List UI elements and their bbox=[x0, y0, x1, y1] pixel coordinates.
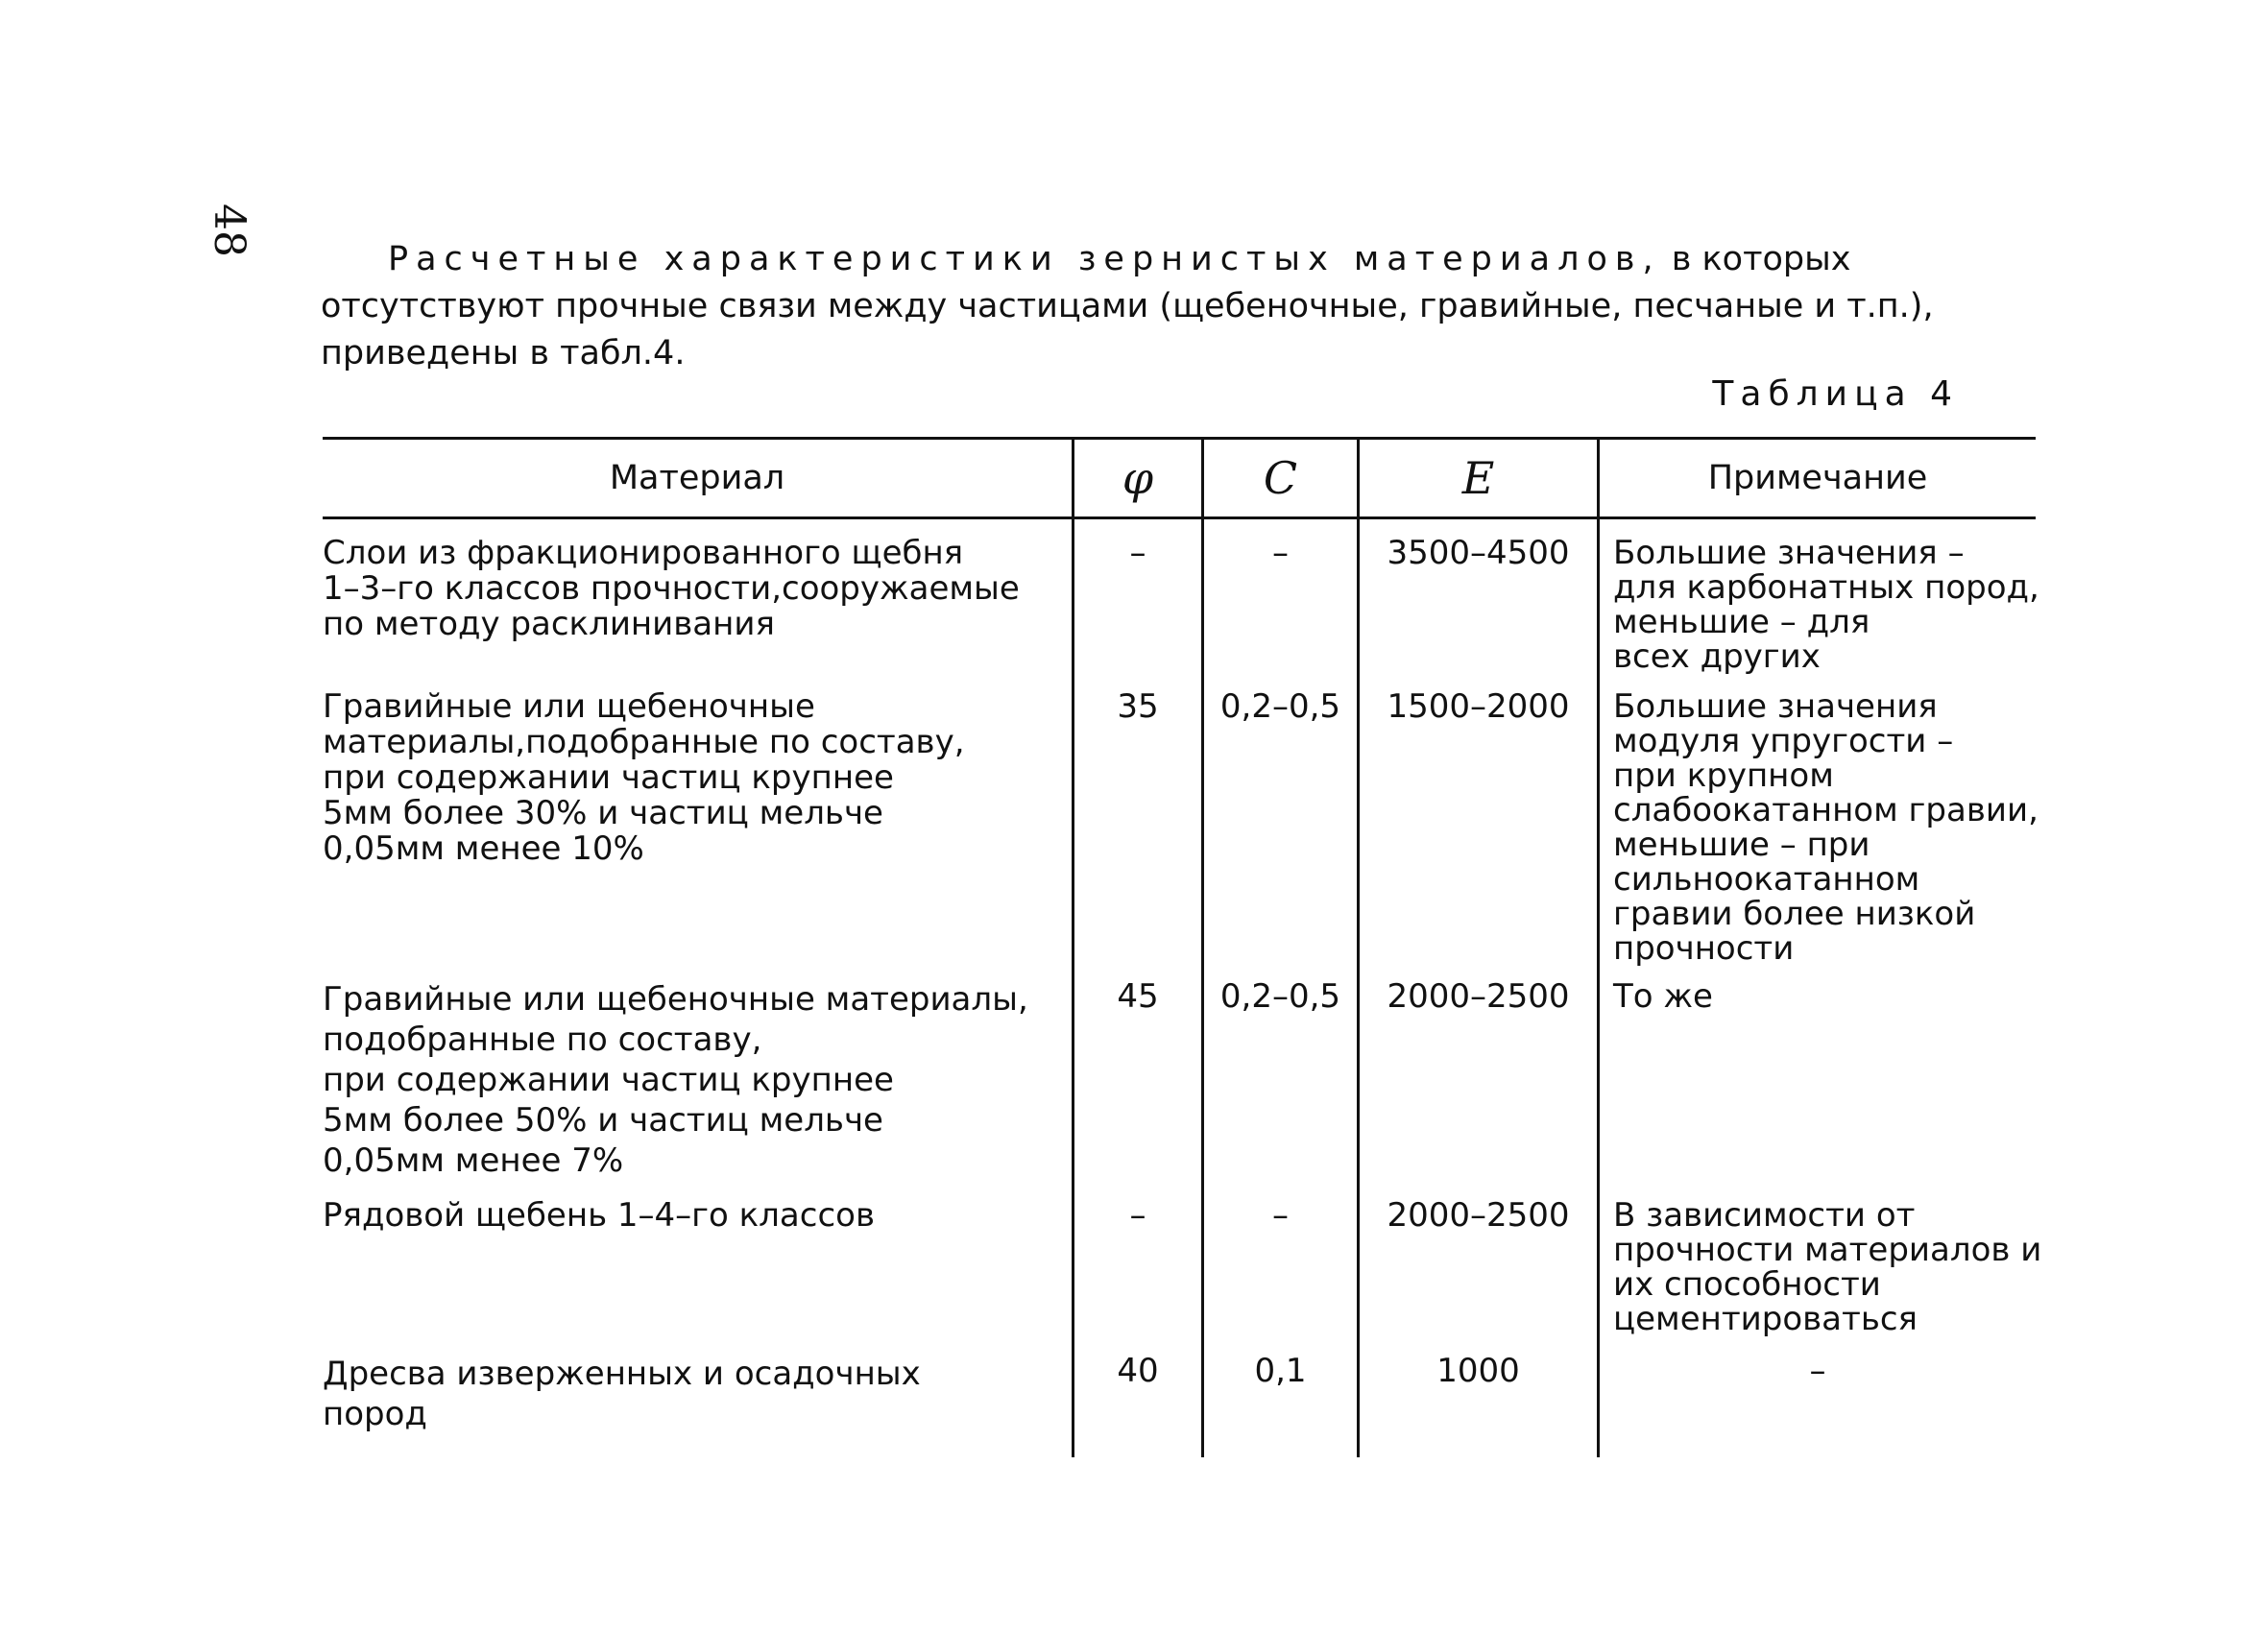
row-1-phi: – bbox=[1129, 534, 1146, 572]
row-2-c: 0,2–0,5 bbox=[1219, 687, 1341, 726]
row-2-material: Гравийные или щебеночные материалы,подобранные по составу, при содержании частиц крупнее 5мм более 30% и частиц мельче 0,05мм менее 10% bbox=[323, 687, 965, 868]
row-3-e: 2000–2500 bbox=[1387, 977, 1570, 1016]
row-1-note: Большие значения – для карбонатных пород, меньшие – для всех других bbox=[1613, 534, 2039, 676]
intro-rest: в которых отсутствуют прочные связи между частицами (щебеночные, гравийные, песчаные и т.п.), приведены в табл.4. bbox=[321, 240, 1934, 372]
table-top-rule bbox=[323, 437, 2036, 440]
intro-paragraph bbox=[321, 236, 2030, 377]
row-1-e: 3500–4500 bbox=[1387, 534, 1570, 572]
page-number: 48 bbox=[205, 204, 253, 257]
row-5-e: 1000 bbox=[1436, 1352, 1520, 1390]
row-5-phi: 40 bbox=[1117, 1352, 1159, 1390]
row-3-note: То же bbox=[1613, 977, 1713, 1016]
row-5-c: 0,1 bbox=[1254, 1352, 1307, 1390]
row-5-note: – bbox=[1809, 1352, 1826, 1390]
column-divider-1 bbox=[1072, 437, 1074, 1457]
table-caption: Таблица 4 bbox=[1712, 374, 1959, 414]
row-4-e: 2000–2500 bbox=[1387, 1196, 1570, 1235]
column-divider-2 bbox=[1201, 437, 1204, 1457]
row-5-material: Дресва изверженных и осадочных пород bbox=[323, 1355, 921, 1433]
header-note: Примечание bbox=[1707, 459, 1928, 497]
column-divider-3 bbox=[1357, 437, 1360, 1457]
header-c: C bbox=[1263, 452, 1298, 504]
header-bottom-rule bbox=[323, 516, 2036, 519]
header-e: E bbox=[1461, 452, 1495, 504]
row-3-phi: 45 bbox=[1117, 977, 1159, 1016]
row-2-note: Большие значения модуля упругости – при крупном слабоокатанном гравии, меньшие – при сильноокатанном гравии более низкой прочности bbox=[1613, 687, 2039, 968]
row-1-c: – bbox=[1272, 534, 1289, 572]
row-4-material: Рядовой щебень 1–4–го классов bbox=[323, 1196, 875, 1235]
row-4-phi: – bbox=[1129, 1196, 1146, 1235]
row-2-e: 1500–2000 bbox=[1387, 687, 1570, 726]
row-3-c: 0,2–0,5 bbox=[1219, 977, 1341, 1016]
row-3-material: Гравийные или щебеночные материалы, подобранные по составу, при содержании частиц крупнее 5мм более 50% и частиц мельче 0,05мм менее 7% bbox=[323, 980, 1028, 1180]
header-phi: φ bbox=[1122, 452, 1154, 504]
column-divider-4 bbox=[1597, 437, 1600, 1457]
intro-lead: Расчетные характеристики зернистых материалов, bbox=[388, 240, 1661, 278]
row-2-phi: 35 bbox=[1117, 687, 1159, 726]
row-4-note: В зависимости от прочности материалов и их способности цементироваться bbox=[1613, 1196, 2042, 1338]
row-4-c: – bbox=[1272, 1196, 1289, 1235]
header-material: Материал bbox=[609, 459, 785, 497]
row-1-material: Слои из фракционированного щебня 1–3–го классов прочности,сооружаемые по методу расклинивания bbox=[323, 534, 1020, 643]
